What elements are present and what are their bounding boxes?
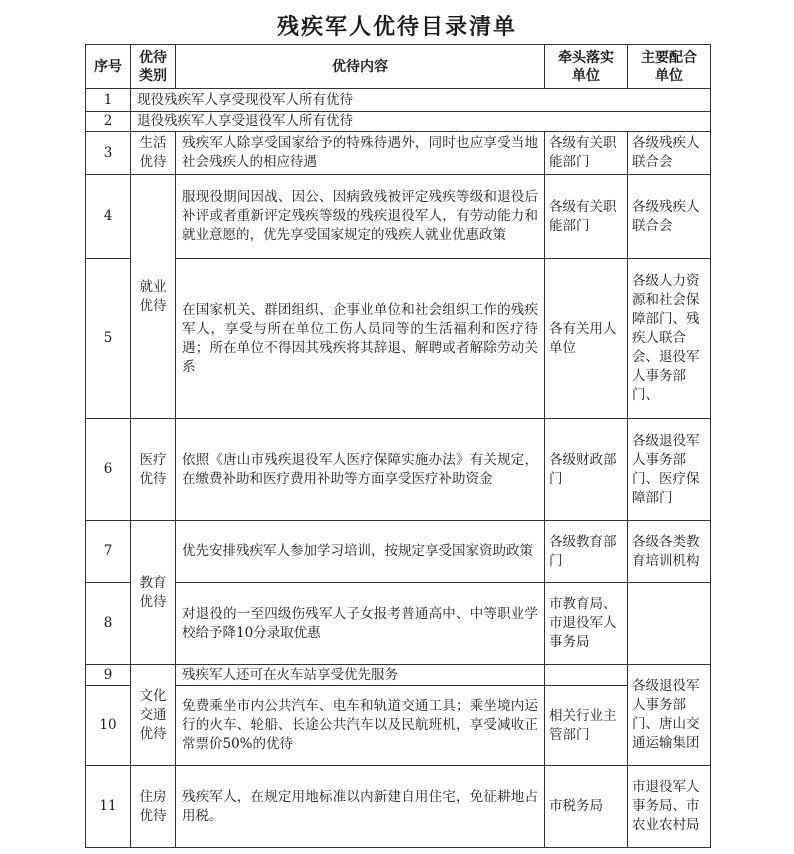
- table-row: [86, 419, 711, 521]
- header-lead-text: 牵头落实 单位: [558, 49, 614, 84]
- row-no: 8: [86, 583, 131, 665]
- category-medical-text: 医疗 优待: [139, 451, 167, 487]
- header-coop: [628, 45, 711, 89]
- category-education: [131, 521, 176, 665]
- category-employment: [131, 175, 176, 419]
- row-coop: 各级退役军人事务部门、医疗保障部门: [628, 419, 711, 521]
- header-category-text: 优待 类别: [139, 49, 167, 84]
- row-no: 11: [86, 766, 131, 848]
- row-lead: 各级有关职能部门: [545, 175, 628, 259]
- row-content: 服现役期间因战、因公、因病致残被评定残疾等级和退役后补评或者重新评定残疾等级的残疾退役军人，有劳动能力和就业意愿的，优先享受国家规定的残疾人就业优惠政策: [176, 175, 545, 259]
- table-row: [86, 766, 711, 848]
- row-no: 6: [86, 419, 131, 521]
- table-row: [86, 259, 711, 419]
- row-content: 免费乘坐市内公共汽车、电车和轨道交通工具；乘坐境内运行的火车、轮船、长途公共汽车以及民航班机，享受减收正常票价50%的优待: [176, 686, 545, 766]
- row-content: 残疾军人除享受国家给予的特殊待遇外，同时也应享受当地社会残疾人的相应待遇: [176, 132, 545, 175]
- table-row: [86, 175, 711, 259]
- row-coop: 各级残疾人联合会: [628, 175, 711, 259]
- row-no: 1: [86, 89, 131, 112]
- table-row: [86, 521, 711, 583]
- row-lead: 市教育局、市退役军人事务局: [545, 583, 628, 665]
- row-no: 10: [86, 686, 131, 766]
- header-lead: [545, 45, 628, 89]
- row-content: 现役残疾军人享受现役军人所有优待: [131, 89, 711, 112]
- row-lead: 各级有关职能部门: [545, 132, 628, 175]
- row-coop: 各级退役军人事务部门、唐山交通运输集团: [628, 665, 711, 766]
- category-transport: [131, 665, 176, 766]
- row-no: 7: [86, 521, 131, 583]
- row-no: 5: [86, 259, 131, 419]
- page-title: 残疾军人优待目录清单: [276, 15, 517, 40]
- header-content: 优待内容: [176, 45, 545, 89]
- table-row: [86, 583, 711, 665]
- row-coop: 市退役军人事务局、市农业农村局: [628, 766, 711, 848]
- table-row: [86, 89, 711, 112]
- row-content: 依照《唐山市残疾退役军人医疗保障实施办法》有关规定，在缴费补助和医疗费用补助等方面享受医疗补助资金: [176, 419, 545, 521]
- table-row: [86, 112, 711, 132]
- row-content: 残疾军人，在规定用地标准以内新建自用住宅，免征耕地占用税。: [176, 766, 545, 848]
- row-lead: 各有关用人单位: [545, 259, 628, 419]
- category-living: [131, 132, 176, 175]
- header-coop-text: 主要配合 单位: [641, 49, 697, 84]
- row-content: 退役残疾军人享受退役军人所有优待: [131, 112, 711, 132]
- table-row: [86, 132, 711, 175]
- row-lead: 市税务局: [545, 766, 628, 848]
- category-transport-text: 文化 交通 优待: [139, 687, 167, 742]
- row-coop: 各级人力资源和社会保障部门、残疾人联合会、退役军人事务部门、: [628, 259, 711, 419]
- row-no: 3: [86, 132, 131, 175]
- category-housing-text: 住房 优待: [139, 788, 167, 824]
- row-lead: 相关行业主管部门: [545, 686, 628, 766]
- header-category: [131, 45, 176, 89]
- benefits-table: [85, 44, 711, 848]
- category-living-text: 生活 优待: [139, 135, 167, 170]
- category-housing: [131, 766, 176, 848]
- table-row: [86, 665, 711, 686]
- row-no: 2: [86, 112, 131, 132]
- row-content: 对退役的一至四级伤残军人子女报考普通高中、中等职业学校给予降10分录取优惠: [176, 583, 545, 665]
- row-coop: 各级各类教育培训机构: [628, 521, 711, 583]
- row-lead-empty: [545, 665, 628, 686]
- table-header-row: [86, 45, 711, 89]
- category-education-text: 教育 优待: [139, 574, 167, 610]
- row-lead: 各级财政部门: [545, 419, 628, 521]
- row-lead: 各级教育部门: [545, 521, 628, 583]
- row-no: 9: [86, 665, 131, 686]
- row-coop: [628, 583, 711, 665]
- row-no: 4: [86, 175, 131, 259]
- category-medical: [131, 419, 176, 521]
- category-employment-text: 就业 优待: [139, 278, 167, 314]
- row-content: 残疾军人还可在火车站享受优先服务: [176, 665, 545, 686]
- row-coop: 各级残疾人联合会: [628, 132, 711, 175]
- header-no: 序号: [86, 45, 131, 89]
- row-content: 优先安排残疾军人参加学习培训，按规定享受国家资助政策: [176, 521, 545, 583]
- table-row: [86, 686, 711, 766]
- row-content: 在国家机关、群团组织、企事业单位和社会组织工作的残疾军人，享受与所在单位工伤人员同等的生活福利和医疗待遇；所在单位不得因其残疾将其辞退、解聘或者解除劳动关系: [176, 259, 545, 419]
